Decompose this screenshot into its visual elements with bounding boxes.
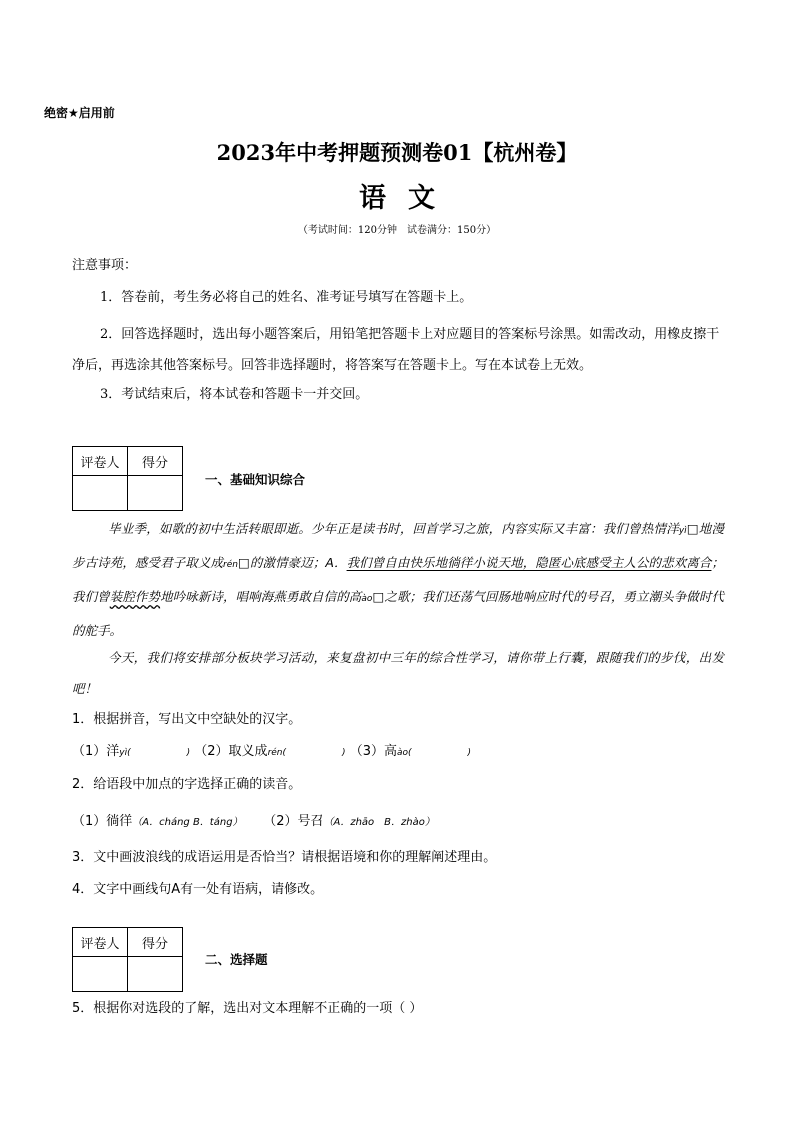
exam-title: 2023年中考押题预测卷01【杭州卷】 xyxy=(216,140,578,165)
section-2-title: 二、选择题 xyxy=(205,952,268,967)
question-2: 2．给语段中加点的字选择正确的读音。 xyxy=(72,777,302,792)
section-1-title: 一、基础知识综合 xyxy=(205,472,306,487)
pinyin-hint: ào xyxy=(396,748,408,758)
score-cell xyxy=(128,957,183,992)
pinyin-hint: rén xyxy=(223,560,238,570)
passage-text: □地漫步古诗苑，感受君子取义成 xyxy=(72,521,724,570)
notice-item-2: 2．回答选择题时，选出每小题答案后，用铅笔把答题卡上对应题目的答案标号涂黑。如需改动，用橡皮擦干净后，再选涂其他答案标号。回答非选择题时，将答案写在答题卡上。写在本试卷上无效。 xyxy=(72,327,720,373)
score-table-1 xyxy=(72,446,183,511)
score-header: 得分 xyxy=(128,928,183,957)
q1-item-1: （1）洋 xyxy=(72,744,120,759)
passage-text: 毕业季，如歌的初中生活转眼即逝。少年正是读书时，回首学习之旅，内容实际又丰富：我们曾热情洋 xyxy=(108,521,679,536)
score-table-2 xyxy=(72,927,183,992)
question-3: 3．文中画波浪线的成语运用是否恰当？请根据语境和你的理解阐述理由。 xyxy=(72,850,497,865)
passage-text: □之歌；我们还荡气回肠地响应时代的号召，勇立潮头争做时代的舵手。 xyxy=(72,589,724,638)
grader-cell xyxy=(73,476,128,511)
pinyin-hint: ào xyxy=(361,594,373,604)
grader-header: 评卷人 xyxy=(73,928,128,957)
notice-heading: 注意事项： xyxy=(72,258,138,273)
pinyin-hint: rén xyxy=(267,748,283,758)
q1-item-2: （2）取义成 xyxy=(194,744,268,759)
question-4: 4．文字中画线句A有一处有语病，请修改。 xyxy=(72,882,324,897)
q2-options-2: （A．zhāo B．zhào） xyxy=(323,817,435,828)
q2-item-2: （2）号召 xyxy=(263,814,324,829)
passage-paragraph-1 xyxy=(72,513,724,646)
confidential-mark: 绝密★启用前 xyxy=(44,106,115,120)
question-1-items: （1）洋yì( ) （2）取义成rén( ) （3）高ào( ) xyxy=(72,744,472,759)
grader-header: 评卷人 xyxy=(73,447,128,476)
question-1: 1．根据拼音，写出文中空缺处的汉字。 xyxy=(72,712,302,727)
wavy-idiom: 装腔作势 xyxy=(109,589,161,604)
q2-item-1: （1）徜徉 xyxy=(72,814,133,829)
pinyin-hint: yì xyxy=(119,748,128,758)
q2-options-1: （A．cháng B．táng） xyxy=(132,817,243,828)
pinyin-hint: yì xyxy=(678,526,687,536)
question-5: 5．根据你对选段的了解，选出对文本理解不正确的一项（ ） xyxy=(72,1001,423,1016)
passage-text: ；我们曾装腔作势地吟咏新诗，唱响海燕勇敢自信的高 xyxy=(72,555,724,604)
q1-item-3: （3）高 xyxy=(349,744,397,759)
score-header: 得分 xyxy=(128,447,183,476)
passage-text: □的激情豪迈；A． xyxy=(237,555,347,570)
question-2-items xyxy=(72,810,435,829)
notice-item-3: 3．考试结束后，将本试卷和答题卡一并交回。 xyxy=(100,387,369,402)
exam-info: （考试时间：120分钟 试卷满分：150分） xyxy=(297,225,497,236)
score-cell xyxy=(128,476,183,511)
exam-subject: 语文 xyxy=(359,183,457,214)
passage-paragraph-2: 今天，我们将安排部分板块学习活动，来复盘初中三年的综合性学习，请你带上行囊，跟随我们的步伐，出发吧！ xyxy=(72,650,724,696)
grader-cell xyxy=(73,957,128,992)
underlined-sentence-a: 我们曾自由快乐地徜徉小说天地，隐匿心底感受主人公的悲欢离合 xyxy=(346,555,712,570)
notice-item-1: 1．答卷前，考生务必将自己的姓名、准考证号填写在答题卡上。 xyxy=(100,290,473,305)
